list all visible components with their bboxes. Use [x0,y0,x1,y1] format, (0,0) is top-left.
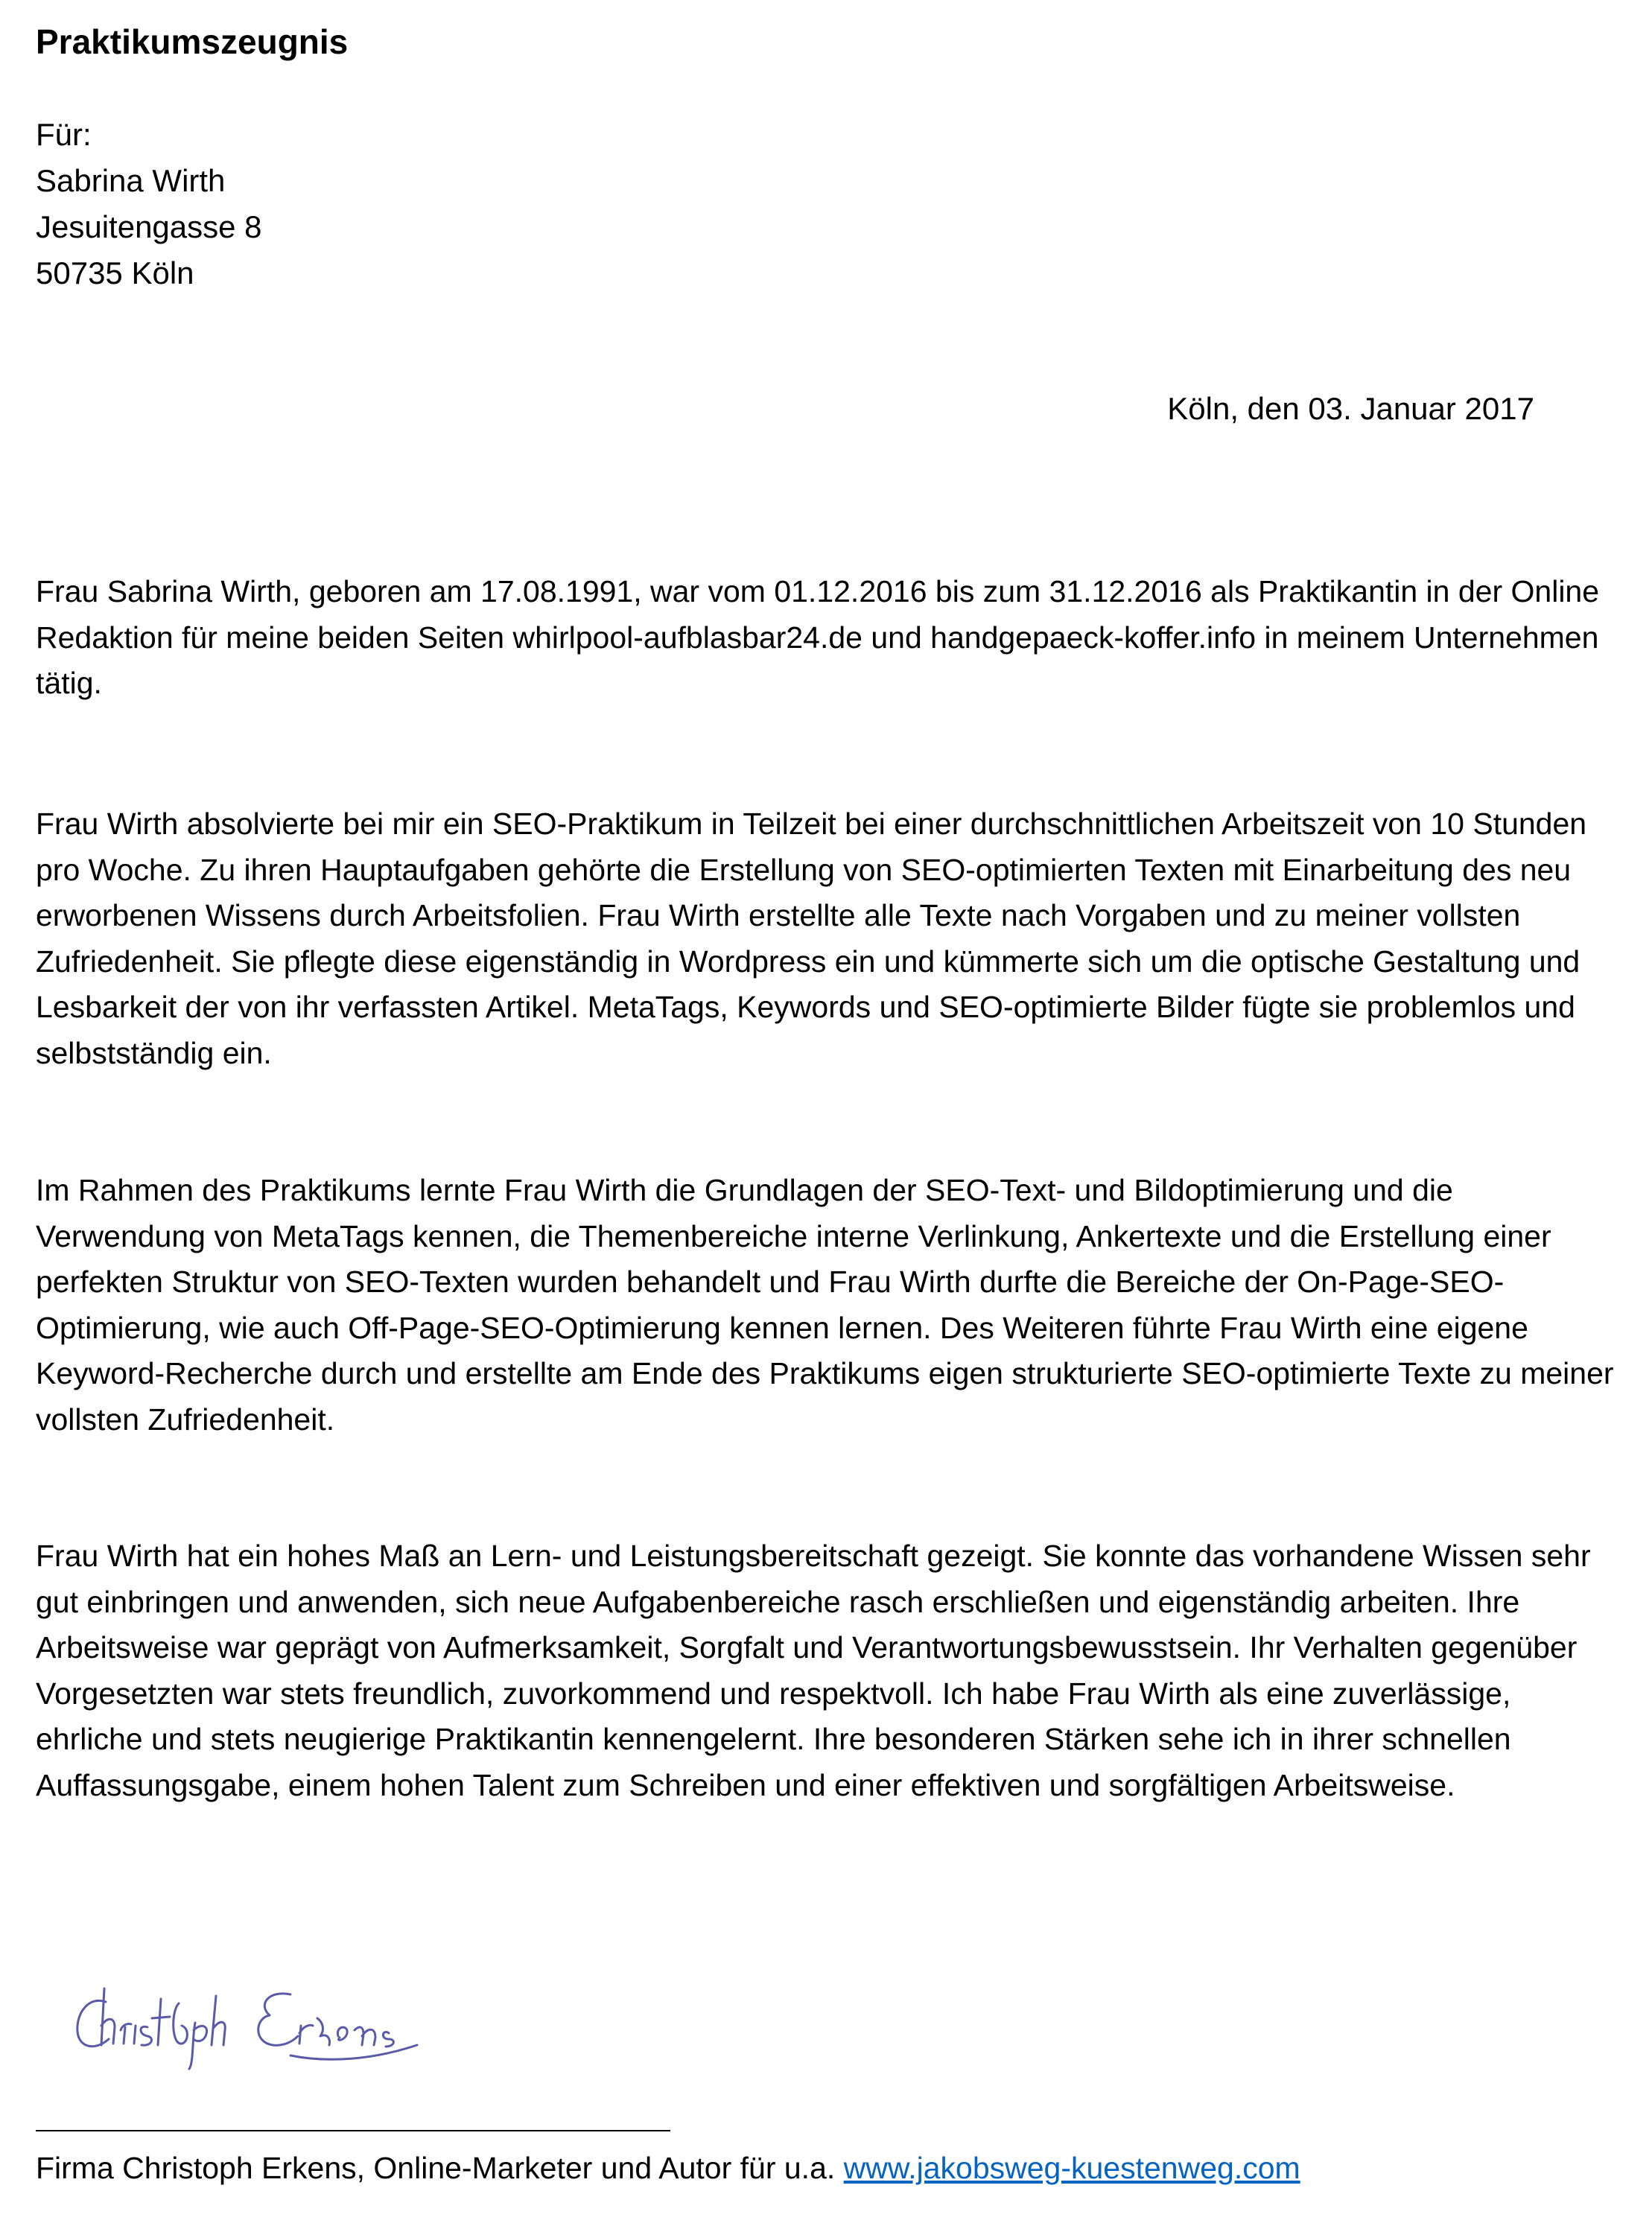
recipient-label: Für: [36,117,92,152]
document-date: Köln, den 03. Januar 2017 [1167,391,1534,426]
paragraph-employment-period: Frau Sabrina Wirth, geboren am 17.08.1991, war vom 01.12.2016 bis zum 31.12.2016 als Praktikantin in der Online Redaktion für meine beiden Seiten whirlpool-aufblasbar24.de und handgepaeck-koffer.info in meinem Unternehmen tätig. [36,574,1600,701]
footer-company-line [36,2145,1300,2191]
signature-line [36,2130,670,2131]
recipient-street: Jesuitengasse 8 [36,209,262,244]
paragraph-tasks: Frau Wirth absolvierte bei mir ein SEO-Praktikum in Teilzeit bei einer durchschnittlichen Arbeitszeit von 10 Stunden pro Woche. Zu ihren Hauptaufgaben gehörte die Erstellung von SEO-optimierten Texten mit Einarbeitung des neu erworbenen Wissens durch Arbeitsfolien. Frau Wirth erstellte alle Texte nach Vorgaben und zu meiner vollsten Zufriedenheit. Sie pflegte diese eigenständig in Wordpress ein und kümmerte sich um die optische Gestaltung und Lesbarkeit der von ihr verfassten Artikel. MetaTags, Keywords und SEO-optimierte Bilder fügte sie problemlos und selbstständig ein. [36,807,1587,1070]
recipient-address-block [36,112,262,296]
document-title: Praktikumszeugnis [36,22,349,61]
footer-website-link[interactable]: www.jakobsweg-kuestenweg.com [843,2151,1300,2185]
paragraph-learning: Im Rahmen des Praktikums lernte Frau Wirth die Grundlagen der SEO-Text- und Bildoptimierung und die Verwendung von MetaTags kennen, die Themenbereiche interne Verlinkung, Ankertexte und die Erstellung einer perfekten Struktur von SEO-Texten wurden behandelt und Frau Wirth durfte die Bereiche der On-Page-SEO-Optimierung, wie auch Off-Page-SEO-Optimierung kennen lernen. Des Weiteren führte Frau Wirth eine eigene Keyword-Recherche durch und erstellte am Ende des Praktikums eigen strukturierte SEO-optimierte Texte zu meiner vollsten Zufriedenheit. [36,1173,1614,1437]
recipient-city: 50735 Köln [36,255,194,290]
footer-company-text: Firma Christoph Erkens, Online-Marketer und Autor für u.a. [36,2151,844,2185]
paragraph-evaluation: Frau Wirth hat ein hohes Maß an Lern- und Leistungsbereitschaft gezeigt. Sie konnte das vorhandene Wissen sehr gut einbringen und anwenden, sich neue Aufgabenbereiche rasch erschließen und eigenständig arbeiten. Ihre Arbeitsweise war geprägt von Aufmerksamkeit, Sorgfalt und Verantwortungsbewusstsein. Ihr Verhalten gegenüber Vorgesetzten war stets freundlich, zuvorkommend und respektvoll. Ich habe Frau Wirth als eine zuverlässige, ehrliche und stets neugierige Praktikantin kennengelernt. Ihre besonderen Stärken sehe ich in ihrer schnellen Auffassungsgabe, einem hohen Talent zum Schreiben und einer effektiven und sorgfältigen Arbeitsweise. [36,1539,1591,1802]
handwritten-signature [67,1974,425,2070]
recipient-name: Sabrina Wirth [36,163,226,198]
signature-drawing [67,1974,425,2070]
